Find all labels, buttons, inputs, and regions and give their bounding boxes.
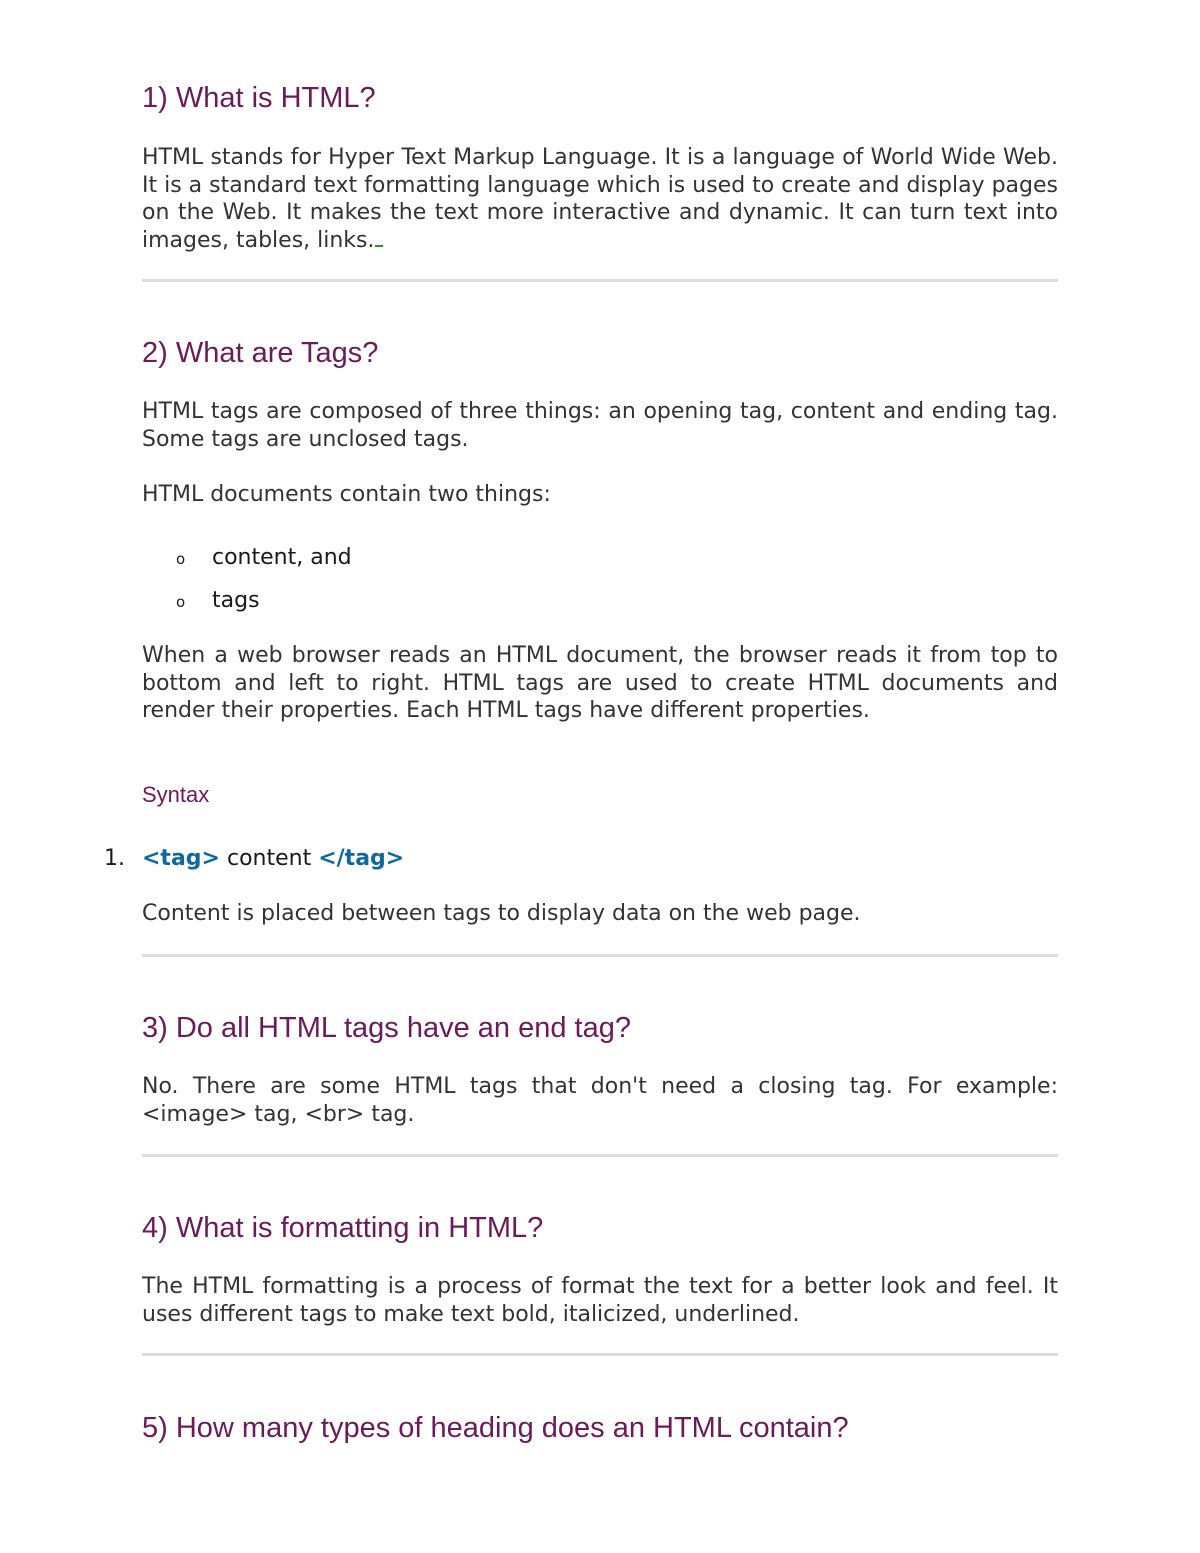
list-item [176,544,352,587]
list-item-label: tags [212,588,260,613]
list-item [176,587,352,630]
question-2-content-note: Content is placed between tags to display data on the web page. [142,901,861,926]
bullet-list [176,544,352,630]
question-4-answer: The HTML formatting is a process of format the text for a better look and feel. It uses different tags to make text bold, italicized, underlined. [142,1274,1058,1327]
question-4-heading: 4) What is formatting in HTML? [142,1212,544,1244]
close-tag-token: </tag> [318,846,405,871]
list-item-label: content, and [212,545,352,570]
question-2-browser-paragraph: When a web browser reads an HTML document, the browser reads it from top to bottom and left to right. HTML tags are used to create HTML documents and render their properties. Each HTML tags have different properties. [142,643,1058,723]
bullet-circle-icon: o [176,593,186,611]
question-2-documents-line: HTML documents contain two things: [142,482,551,507]
syntax-label: Syntax [142,782,210,807]
section-divider [142,1154,1058,1157]
bullet-circle-icon: o [176,550,186,568]
code-example [104,845,404,873]
question-1-answer [142,144,1058,254]
question-2-heading: 2) What are Tags? [142,337,379,369]
question-2-answer-intro: HTML tags are composed of three things: an opening tag, content and ending tag. Some tags are unclosed tags. [142,399,1058,452]
code-content: content [219,846,319,871]
edit-mark [375,227,383,247]
section-divider [142,954,1058,957]
question-3-answer: No. There are some HTML tags that don't need a closing tag. For example: <image> tag, <br> tag. [142,1074,1058,1127]
question-5-heading: 5) How many types of heading does an HTML contain? [142,1412,849,1444]
open-tag-token: <tag> [142,846,220,871]
section-divider [142,1353,1058,1356]
section-divider [142,279,1058,282]
question-1-heading: 1) What is HTML? [142,82,376,114]
question-1-answer-text: HTML stands for Hyper Text Markup Language. It is a language of World Wide Web. It is a standard text formatting language which is used to create and display pages on the Web. It makes the text more interactive and dynamic. It can turn text into images, tables, links. [142,145,1058,253]
code-line-number: 1. [104,846,125,871]
question-3-heading: 3) Do all HTML tags have an end tag? [142,1012,631,1044]
